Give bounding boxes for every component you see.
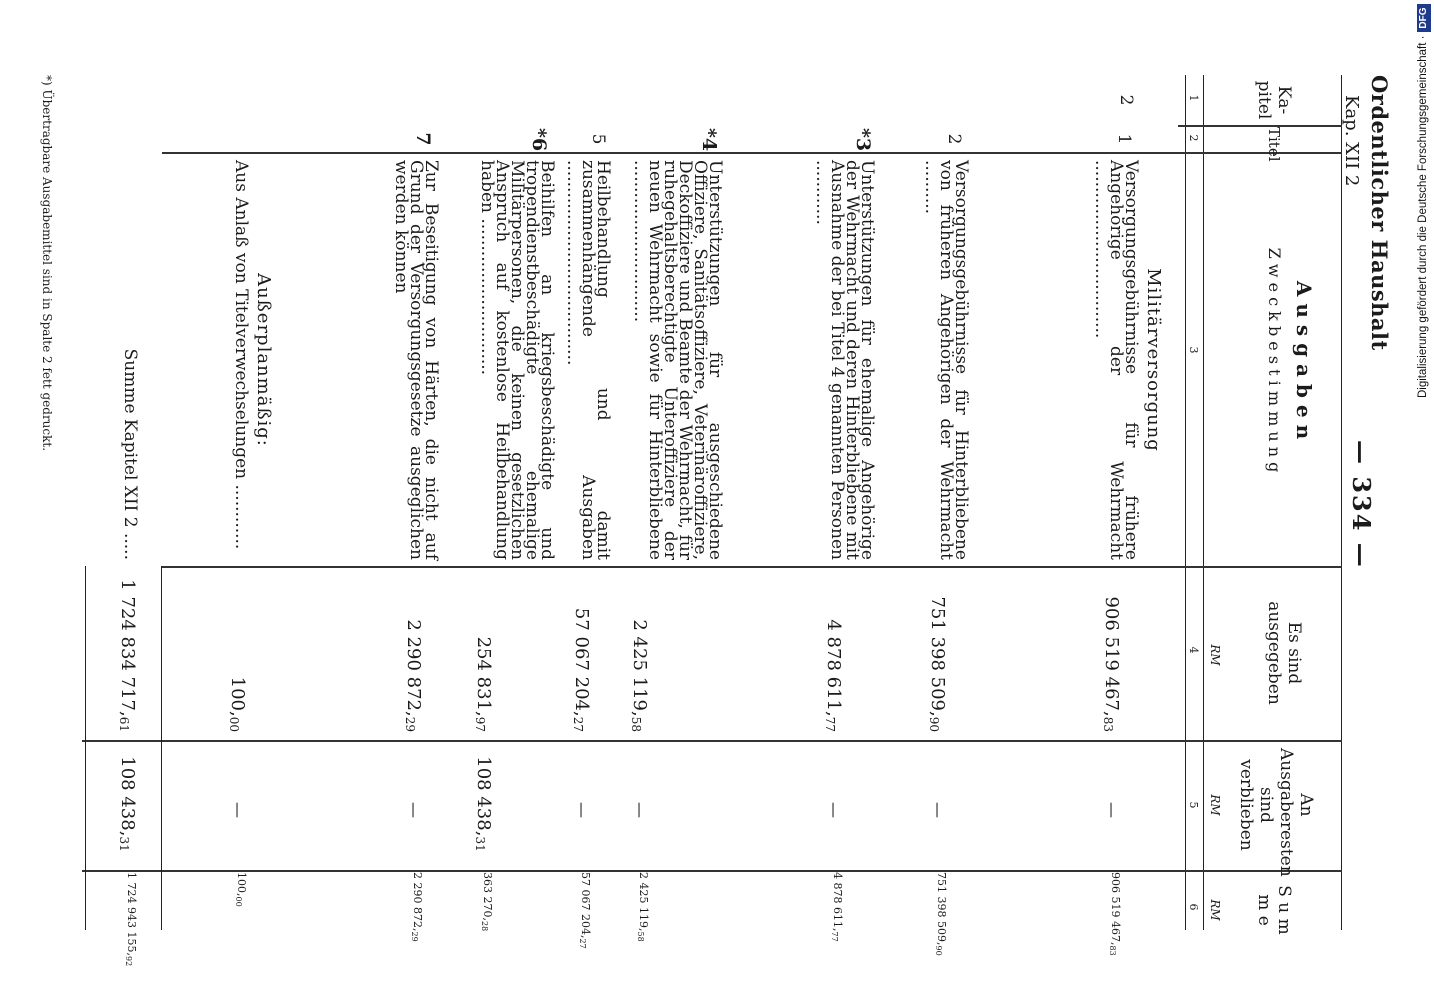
row-2-ausgegeben: 751 398 $509,_{90}$ xyxy=(927,596,948,732)
ausserplan-description: Aus Anlaß von Titelverwechselungen ............ xyxy=(231,160,251,550)
row-5-ausgegeben: 57 067 $204,_{27}$ xyxy=(571,607,592,732)
col-header-zweck: Z w e c k b e s t i m m u n g xyxy=(1265,247,1284,473)
row-2-description: Versorgungsgebührnisse für Hinterbliebene von früheren Angehörigen der Wehrmacht .......... xyxy=(921,160,971,560)
total-bottom-rule xyxy=(85,566,86,930)
row-1-reste: — xyxy=(1103,802,1122,818)
colnum-3: 3 xyxy=(1187,346,1200,354)
row-1-ausgegeben: 906 519 $467,_{83}$ xyxy=(1101,596,1122,732)
row-3-ausgegeben: 4 878 $611,_{77}$ xyxy=(823,619,844,732)
row-4-titel: *4 xyxy=(698,128,720,152)
row-5-description: Heilbehandlung und damit zusammenhängende Ausgaben ...................................... xyxy=(563,160,613,560)
col-divider-1 xyxy=(1178,125,1342,127)
colnum-5: 5 xyxy=(1187,801,1200,809)
page-header-chapter: Kap. XII 2 xyxy=(1341,95,1362,187)
footnote: *) Übertragbare Ausgabemittel sind in Spalte 2 fett gedruckt. xyxy=(40,75,54,452)
summe-value: 4 878 $611,_{77}$ xyxy=(830,872,844,942)
table-top-rule xyxy=(1341,75,1342,930)
row-1-description: Versorgungsgebührnisse für frühere Angehörige der Wehrmacht ................................. xyxy=(1091,160,1141,560)
kapitel-value: 2 xyxy=(1116,94,1136,106)
page-header-title: Ordentlicher Haushalt xyxy=(1367,75,1392,351)
section-title: Militärversorgung xyxy=(1143,268,1164,452)
row-6-description: Beihilfen an kriegsbeschädigte und tropendienstbeschädigte ehemalige Militärpersonen, die keinen gesetzlichen Anspruch auf kostenlose Heilbehandlung haben ............................. xyxy=(477,160,557,560)
row-7-reste: — xyxy=(405,802,424,818)
summe-value: 2 290 $872,_{29}$ xyxy=(410,872,424,942)
page-number: — 334 — xyxy=(1347,440,1376,569)
row-3-description: Unterstützungen für ehemalige Angehörige der Wehrmacht und deren Hinterbliebene mit Ausnahme der bei Titel 4 genannten Personen ............ xyxy=(812,160,877,560)
total-label: Summe Kapitel XII 2 ..... xyxy=(120,348,140,560)
header-num-rule xyxy=(1203,75,1204,930)
summe-value: $100,_{00}$ xyxy=(234,872,248,907)
row-6-reste: 108 $438,_{31}$ xyxy=(473,756,494,852)
summe-value: 751 398 $509,_{90}$ xyxy=(934,872,948,956)
total-reste: 108 $438,_{31}$ xyxy=(117,756,138,852)
col-header-kapitel: Ka-pitel xyxy=(1254,80,1294,120)
row-7-ausgegeben: 2 290 $872,_{29}$ xyxy=(403,619,424,732)
digitization-credit xyxy=(1414,8,1432,398)
col-header-ausgegeben: Es sind ausgegeben xyxy=(1264,601,1304,705)
row-3-titel: *3 xyxy=(852,128,874,152)
dfg-logo: DFG xyxy=(1417,4,1431,31)
summe-value: 906 519 $467,_{83}$ xyxy=(1108,872,1122,956)
summe-value: 57 067 $204,_{27}$ xyxy=(578,872,592,949)
row-7-description: Zur Beseitigung von Härten, die nicht auf Grund der Versorgungsgesetze ausgeglichen werden können xyxy=(391,160,441,560)
colnum-6: 6 xyxy=(1187,903,1200,911)
header-bottom-rule xyxy=(1185,75,1186,930)
unit-col4: RM xyxy=(1208,644,1222,666)
col-divider-4 xyxy=(82,740,1342,742)
row-3-reste: — xyxy=(825,802,844,818)
credit-text: Digitalisierung gefördert durch die Deutsche Forschungsgemeinschaft · xyxy=(1417,35,1429,398)
ausserplan-ausgegeben: $100,_{00}$ xyxy=(227,676,248,732)
row-4-ausgegeben: 2 425 $119,_{58}$ xyxy=(629,619,650,732)
total-ausgegeben: 1 724 834 $717,_{61}$ xyxy=(117,579,138,732)
row-5-reste: — xyxy=(573,802,592,818)
colnum-1: 1 xyxy=(1187,94,1200,102)
row-4-description: Unterstützungen für ausgeschiedene Offiziere, Sanitätsoffiziere, Veterinäroffiziere, Deckoffiziere und Beamte der Wehrmacht, für ruhegehaltsberechtigte Unteroffiziere der neuen Wehrmacht sowie für Hinterbliebene .............................. xyxy=(630,160,725,560)
col-divider-5 xyxy=(82,870,1342,872)
row-2-reste: — xyxy=(929,802,948,818)
summe-value: 1 724 943 $155,_{92}$ xyxy=(124,872,138,967)
summe-value: 2 425 $119,_{58}$ xyxy=(636,872,650,942)
row-6-ausgegeben: 254 $831,_{97}$ xyxy=(473,636,494,732)
row-7-titel: 7 xyxy=(412,132,434,146)
row-6-titel: *6 xyxy=(528,128,550,152)
col-header-ausgabereste: An Ausgaberesten sind verblieben xyxy=(1236,748,1316,877)
ausserplan-reste: — xyxy=(229,802,248,818)
unit-col6: RM xyxy=(1208,899,1222,921)
col-header-ausgaben: A u s g a b e n xyxy=(1292,280,1316,440)
col-header-summe: S u m m e xyxy=(1254,885,1294,935)
col-divider-3 xyxy=(162,566,1342,568)
row-1-titel: 1 xyxy=(1114,133,1134,145)
ausserplan-heading: Außerplanmäßig: xyxy=(253,273,274,447)
col-header-titel: Titel xyxy=(1265,127,1283,162)
row-2-titel: 2 xyxy=(944,133,964,145)
row-5-titel: 5 xyxy=(588,133,608,145)
colnum-2: 2 xyxy=(1187,134,1200,142)
col-divider-2 xyxy=(162,152,1342,154)
total-rule xyxy=(161,566,162,930)
colnum-4: 4 xyxy=(1187,646,1200,654)
summe-value: 363 $270,_{28}$ xyxy=(480,872,494,932)
row-4-reste: — xyxy=(631,802,650,818)
unit-col5: RM xyxy=(1208,794,1222,816)
